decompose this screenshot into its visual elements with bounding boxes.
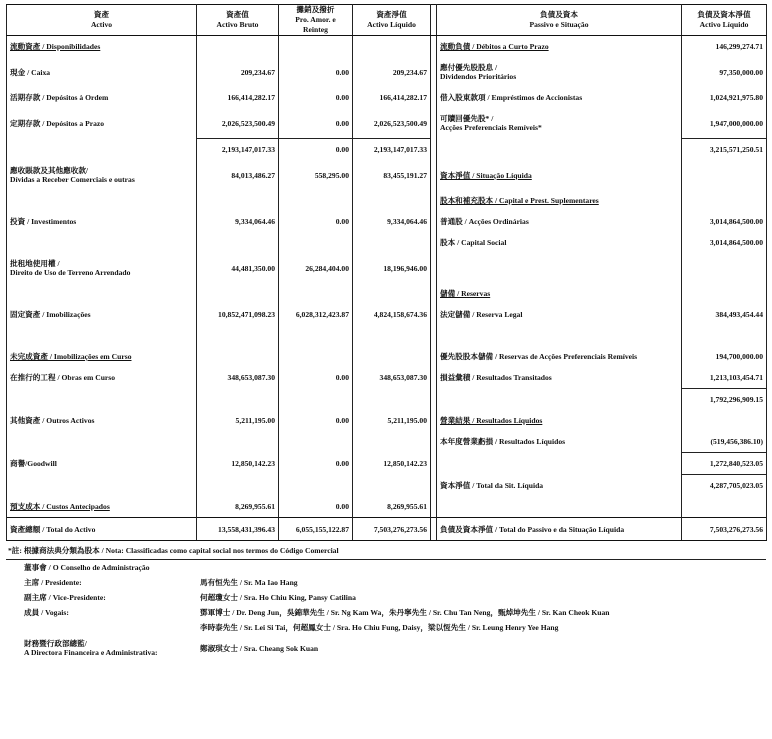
table-row: [7, 190, 767, 211]
president-name: 馬有恒先生 / Sr. Ma Iao Hang: [200, 578, 298, 587]
liab-value: [682, 283, 767, 304]
liab-value: 384,493,454.44: [682, 304, 767, 325]
amort-value: [279, 232, 353, 253]
liab-label: 流動負債 / Débitos a Curto Prazo: [437, 36, 682, 58]
total-gross: 13,558,431,396.43: [197, 518, 279, 541]
header-amort: 攤銷及撥折 Pro. Amor. e Reinteg: [279, 5, 353, 36]
net-value: 8,269,955.61: [353, 496, 431, 518]
table-row: [7, 431, 767, 453]
net-value: 5,211,195.00: [353, 410, 431, 431]
table-row: [7, 211, 767, 232]
asset-label: 定期存款 / Depósitos a Prazo: [7, 108, 197, 139]
net-value: [353, 190, 431, 211]
board-title: 董事會 / O Conselho de Administração: [24, 563, 150, 572]
amort-value: [279, 389, 353, 411]
asset-label: 應收賬款及其他應收款/ Dívidas a Receber Comerciais e outras: [7, 160, 197, 190]
liab-label: [437, 253, 682, 283]
asset-label: [7, 431, 197, 453]
net-value: [353, 325, 431, 346]
net-value: 83,455,191.27: [353, 160, 431, 190]
table-row: [7, 325, 767, 346]
liab-label: 股本和補充股本 / Capital e Prest. Suplementares: [437, 190, 682, 211]
table-body: [7, 36, 767, 518]
liab-value: [682, 410, 767, 431]
members-line-2: 李時泰先生 / Sr. Lei Si Tai，何超鳳女士 / Sra. Ho Chiu Fung, Daisy，梁以恆先生 / Sr. Leung Henry Yee Hang: [200, 623, 559, 632]
table-row: [7, 453, 767, 475]
liab-label: 本年度營業虧損 / Resultados Líquidos: [437, 431, 682, 453]
asset-label: 固定資產 / Imobilizações: [7, 304, 197, 325]
header-liab: 負債及資本 Passivo e Situação: [437, 5, 682, 36]
liab-label: [437, 453, 682, 475]
amort-value: [279, 431, 353, 453]
table-row: [7, 232, 767, 253]
net-value: 18,196,946.00: [353, 253, 431, 283]
liab-label: 營業結果 / Resultados Líquidos: [437, 410, 682, 431]
net-value: 166,414,282.17: [353, 87, 431, 108]
balance-sheet: [6, 4, 766, 734]
amort-value: 26,284,404.00: [279, 253, 353, 283]
liab-label: 借入股東款項 / Empréstimos de Accionistas: [437, 87, 682, 108]
net-value: [353, 389, 431, 411]
liab-label: [437, 389, 682, 411]
amort-value: 0.00: [279, 87, 353, 108]
net-value: [353, 346, 431, 367]
amort-value: 0.00: [279, 139, 353, 161]
liab-value: [682, 496, 767, 518]
amort-value: [279, 325, 353, 346]
totals-row: [7, 518, 767, 541]
table-row: [7, 410, 767, 431]
net-value: 2,026,523,500.49: [353, 108, 431, 139]
liab-value: 1,792,296,909.15: [682, 389, 767, 411]
gross-value: 12,850,142.23: [197, 453, 279, 475]
gross-value: 5,211,195.00: [197, 410, 279, 431]
liab-value: 3,215,571,250.51: [682, 139, 767, 161]
liab-value: 1,213,103,454.71: [682, 367, 767, 389]
gross-value: [197, 431, 279, 453]
finance-name: 鄭淑琪女士 / Sra. Cheang Sok Kuan: [200, 643, 319, 653]
gross-value: [197, 283, 279, 304]
table-row: [7, 475, 767, 497]
amort-value: 558,295.00: [279, 160, 353, 190]
asset-label: [7, 389, 197, 411]
gross-value: [197, 36, 279, 58]
header-row: [7, 5, 767, 36]
table-row: [7, 139, 767, 161]
gross-value: [197, 475, 279, 497]
asset-label: 預支成本 / Custos Antecipados: [7, 496, 197, 518]
net-value: 348,653,087.30: [353, 367, 431, 389]
amort-value: 0.00: [279, 211, 353, 232]
liab-label: 資本淨值 / Total da Sit. Líquida: [437, 475, 682, 497]
liab-label: [437, 325, 682, 346]
gross-value: [197, 346, 279, 367]
amort-value: [279, 346, 353, 367]
gross-value: [197, 232, 279, 253]
amort-value: 0.00: [279, 453, 353, 475]
liab-label: 資本淨值 / Situação Líquida: [437, 160, 682, 190]
table-row: [7, 253, 767, 283]
gross-value: 166,414,282.17: [197, 87, 279, 108]
total-amort: 6,055,155,122.87: [279, 518, 353, 541]
gross-value: 44,481,350.00: [197, 253, 279, 283]
amort-value: 0.00: [279, 57, 353, 87]
finance-role: 財務暨行政部總監/ A Directora Financeira e Administrativa:: [24, 639, 158, 657]
liab-label: 應付優先股股息 / Dividendos Prioritários: [437, 57, 682, 87]
gross-value: 9,334,064.46: [197, 211, 279, 232]
president-role: 主席 / Presidente:: [24, 578, 82, 587]
table-row: [7, 346, 767, 367]
gross-value: 10,852,471,098.23: [197, 304, 279, 325]
asset-label: 現金 / Caixa: [7, 57, 197, 87]
asset-label: [7, 325, 197, 346]
table-row: [7, 367, 767, 389]
asset-label: [7, 475, 197, 497]
liab-value: 97,350,000.00: [682, 57, 767, 87]
liab-label: 儲備 / Reservas: [437, 283, 682, 304]
asset-label: 投資 / Investimentos: [7, 211, 197, 232]
liab-value: 1,947,000,000.00: [682, 108, 767, 139]
amort-value: [279, 283, 353, 304]
net-value: [353, 283, 431, 304]
liab-label: 普通股 / Acções Ordinárias: [437, 211, 682, 232]
gross-value: 2,193,147,017.33: [197, 139, 279, 161]
total-net: 7,503,276,273.56: [353, 518, 431, 541]
vice-name: 何超瓊女士 / Sra. Ho Chiu King, Pansy Catilina: [200, 593, 356, 602]
gross-value: 8,269,955.61: [197, 496, 279, 518]
table-row: [7, 304, 767, 325]
liab-value: 4,287,705,023.05: [682, 475, 767, 497]
header-gross: 資產值 Activo Bruto: [197, 5, 279, 36]
members-line-1: 鄧軍博士 / Dr. Deng Jun，吳錦華先生 / Sr. Ng Kam Wa，朱丹寧先生 / Sr. Chu Tan Neng，甄焯坤先生 / Sr. Kan Cheok Kuan: [200, 608, 610, 617]
liab-label: 可贖回優先股* / Acções Preferenciais Remíveis*: [437, 108, 682, 139]
table-row: [7, 283, 767, 304]
asset-label: [7, 139, 197, 161]
liab-label: 法定儲備 / Reserva Legal: [437, 304, 682, 325]
amort-value: [279, 190, 353, 211]
asset-label: 其他資產 / Outros Activos: [7, 410, 197, 431]
net-value: 2,193,147,017.33: [353, 139, 431, 161]
gross-value: 2,026,523,500.49: [197, 108, 279, 139]
total-asset-label: 資產總額 / Total do Activo: [7, 518, 197, 541]
liab-value: 3,014,864,500.00: [682, 232, 767, 253]
table-row: [7, 160, 767, 190]
liab-value: 1,272,840,523.05: [682, 453, 767, 475]
net-value: 9,334,064.46: [353, 211, 431, 232]
table-row: [7, 87, 767, 108]
members-role: 成員 / Vogais:: [24, 608, 69, 617]
net-value: 12,850,142.23: [353, 453, 431, 475]
balance-table: [6, 4, 767, 541]
asset-label: 未完成資產 / Imobilizações em Curso: [7, 346, 197, 367]
table-row: [7, 389, 767, 411]
asset-label: [7, 232, 197, 253]
liab-value: 1,024,921,975.80: [682, 87, 767, 108]
liab-label: 損益彙積 / Resultados Transitados: [437, 367, 682, 389]
header-liabnet: 負債及資本淨值 Activo Líquido: [682, 5, 767, 36]
liab-value: 146,299,274.71: [682, 36, 767, 58]
table-row: [7, 496, 767, 518]
net-value: [353, 475, 431, 497]
amort-value: 0.00: [279, 496, 353, 518]
net-value: [353, 431, 431, 453]
amort-value: [279, 36, 353, 58]
net-value: [353, 36, 431, 58]
liab-value: [682, 253, 767, 283]
liab-value: [682, 325, 767, 346]
amort-value: 0.00: [279, 410, 353, 431]
amort-value: 0.00: [279, 108, 353, 139]
table-row: [7, 57, 767, 87]
gross-value: 209,234.67: [197, 57, 279, 87]
liab-value: [682, 160, 767, 190]
board-section: [6, 559, 766, 661]
gross-value: 348,653,087.30: [197, 367, 279, 389]
header-asset: 資產 Activo: [7, 5, 197, 36]
total-liab-label: 負債及資本淨值 / Total do Passivo e da Situação Líquida: [437, 518, 682, 541]
liab-label: 優先股股本儲備 / Reservas de Acções Preferenciais Remíveis: [437, 346, 682, 367]
net-value: [353, 232, 431, 253]
liab-value: 194,700,000.00: [682, 346, 767, 367]
net-value: 4,824,158,674.36: [353, 304, 431, 325]
vice-role: 副主席 / Vice-Presidente:: [24, 593, 106, 602]
liab-value: [682, 190, 767, 211]
asset-label: 商譽/Goodwill: [7, 453, 197, 475]
liab-label: [437, 139, 682, 161]
gross-value: [197, 325, 279, 346]
footnote: *註: 根據商法典分類為股本 / Nota: Classificadas como capital social nos termos do Código Comercial: [8, 546, 339, 555]
gross-value: [197, 389, 279, 411]
amort-value: 0.00: [279, 367, 353, 389]
gross-value: 84,013,486.27: [197, 160, 279, 190]
liab-label: 股本 / Capital Social: [437, 232, 682, 253]
table-row: [7, 108, 767, 139]
total-liab-value: 7,503,276,273.56: [682, 518, 767, 541]
header-net: 資產淨值 Activo Líquido: [353, 5, 431, 36]
asset-label: [7, 190, 197, 211]
liab-value: (519,456,386.10): [682, 431, 767, 453]
liab-value: 3,014,864,500.00: [682, 211, 767, 232]
asset-label: 活期存款 / Depósitos à Ordem: [7, 87, 197, 108]
liab-label: [437, 496, 682, 518]
asset-label: [7, 283, 197, 304]
asset-label: 在推行的工程 / Obras em Curso: [7, 367, 197, 389]
amort-value: [279, 475, 353, 497]
asset-label: 批租地使用權 / Direito de Uso de Terreno Arrendado: [7, 253, 197, 283]
amort-value: 6,028,312,423.87: [279, 304, 353, 325]
table-row: [7, 36, 767, 58]
net-value: 209,234.67: [353, 57, 431, 87]
gross-value: [197, 190, 279, 211]
asset-label: 流動資產 / Disponibilidades: [7, 36, 197, 58]
